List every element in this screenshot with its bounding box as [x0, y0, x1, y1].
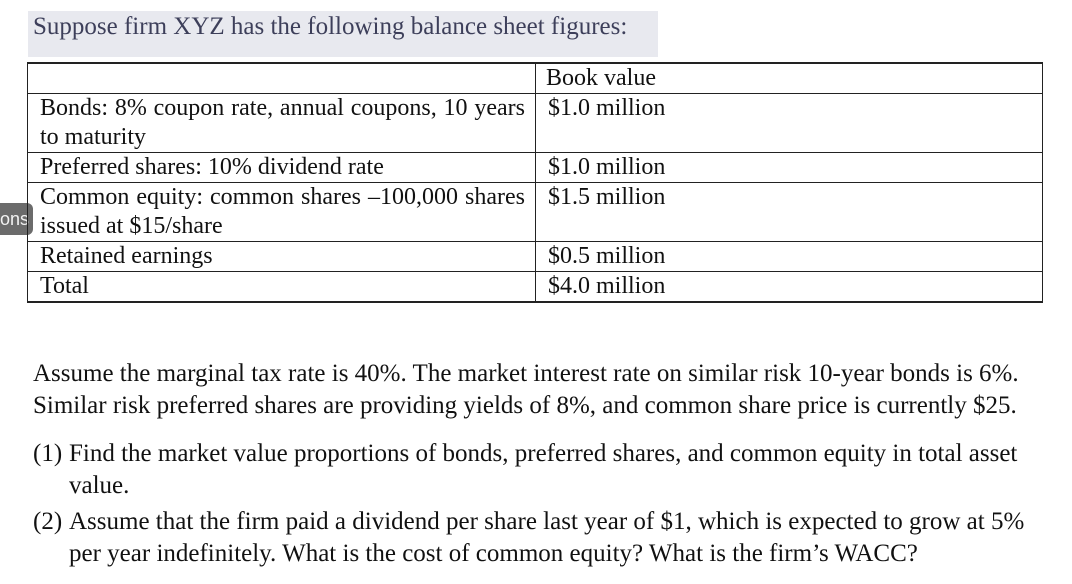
row-value: $1.0 million: [536, 153, 1043, 183]
question-list: [33, 438, 1045, 574]
question-text: Find the market value proportions of bonds, preferred shares, and common equity in total asset value.: [69, 440, 1018, 499]
page-heading: Suppose firm XYZ has the following balance sheet figures:: [33, 13, 628, 40]
question-number: (1): [33, 440, 63, 467]
question-item: [33, 506, 1045, 570]
table-row: [28, 153, 1043, 183]
question-item: [33, 438, 1045, 502]
row-label: Total: [28, 272, 536, 303]
balance-sheet-table: [27, 62, 1043, 303]
question-text: Assume that the firm paid a dividend per share last year of $1, which is expected to grow at 5% per year indefinitely. What is the cost of common equity? What is the firm’s WACC?: [69, 508, 1025, 567]
question-number: (2): [33, 508, 63, 535]
table-row-total: [28, 272, 1043, 303]
row-label: Common equity: common shares –100,000 shares issued at $15/share: [28, 183, 536, 242]
row-value: $4.0 million: [536, 272, 1043, 303]
header-label-cell: [28, 63, 536, 94]
assumption-paragraph: Assume the marginal tax rate is 40%. The market interest rate on similar risk 10-year bonds is 6%. Similar risk preferred shares are providing yields of 8%, and common share price is currently $25.: [33, 360, 1019, 419]
row-label: Preferred shares: 10% dividend rate: [28, 153, 536, 183]
table-header-row: [28, 63, 1043, 94]
row-label: Retained earnings: [28, 242, 536, 272]
header-book-value: Book value: [536, 63, 1043, 94]
row-value: $1.5 million: [536, 183, 1043, 242]
table-row: [28, 242, 1043, 272]
table-row: [28, 94, 1043, 153]
row-label: Bonds: 8% coupon rate, annual coupons, 10 years to maturity: [28, 94, 536, 153]
row-value: $0.5 million: [536, 242, 1043, 272]
side-panel-tab[interactable]: ons: [0, 203, 33, 235]
row-value: $1.0 million: [536, 94, 1043, 153]
table-row: [28, 183, 1043, 242]
